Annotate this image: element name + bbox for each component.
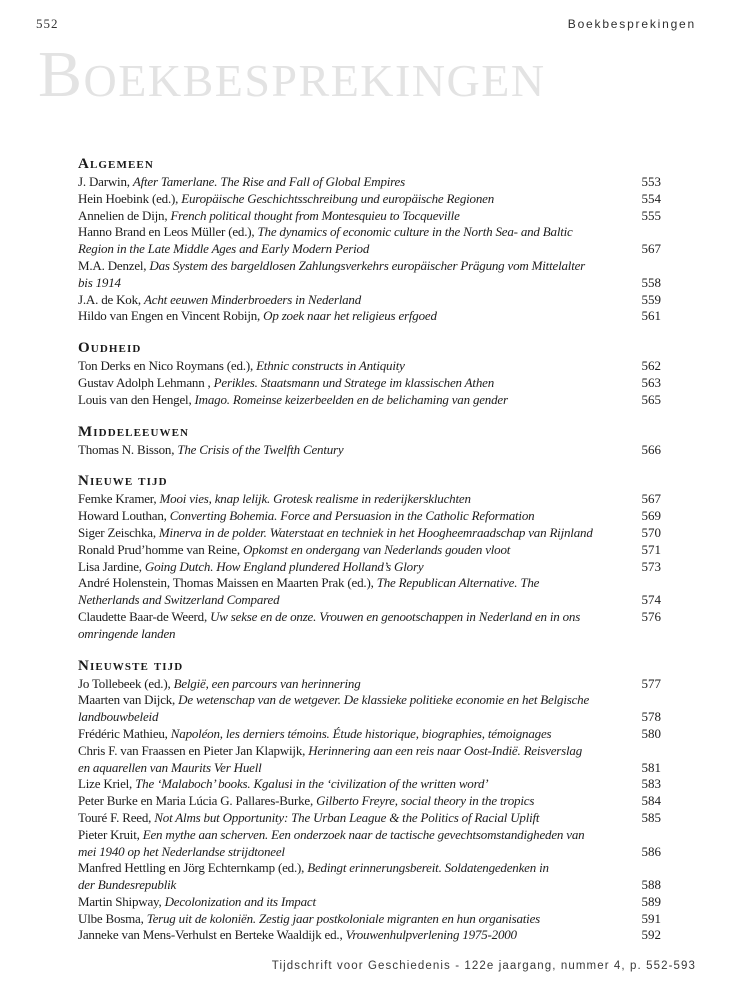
author-segment: Hildo van Engen en Vincent Robijn, bbox=[78, 308, 264, 324]
toc-entry-line bbox=[78, 258, 661, 275]
book-title-segment: De wetenschap van de wetgever. De klassieke politieke economie en het Belgische bbox=[178, 692, 590, 708]
toc-entry-line bbox=[78, 491, 661, 508]
toc-entry-line bbox=[78, 776, 661, 793]
author-segment: Lize Kriel, bbox=[78, 776, 136, 792]
book-title-segment: The dynamics of economic culture in the North Sea- and Baltic bbox=[257, 224, 573, 240]
toc-entry-line bbox=[78, 726, 661, 743]
book-title-segment: The Crisis of the Twelfth Century bbox=[177, 441, 344, 457]
book-title-segment: Imago. Romeinse keizerbeelden en de belichaming van gender bbox=[194, 391, 508, 407]
author-segment: Chris F. van Fraassen en Pieter Jan Klapwijk, bbox=[78, 742, 309, 758]
toc-entry-line bbox=[78, 559, 661, 576]
book-title-segment: Going Dutch. How England plundered Holland’s Glory bbox=[144, 558, 424, 574]
author-segment: Ronald Prud’homme van Reine, bbox=[78, 541, 243, 557]
book-title-segment: Terug uit de koloniën. Zestig jaar postkoloniale migranten en hun organisaties bbox=[146, 910, 541, 926]
page-number: 576 bbox=[641, 608, 661, 624]
entry-text bbox=[78, 911, 540, 926]
toc-section bbox=[78, 156, 661, 325]
toc-entry-line bbox=[78, 760, 661, 777]
entry-text bbox=[78, 844, 285, 859]
toc-entry bbox=[78, 491, 661, 508]
toc-entry-line bbox=[78, 241, 661, 258]
page-number: 589 bbox=[641, 893, 661, 909]
author-segment: Pieter Kruit, bbox=[78, 826, 143, 842]
entry-text bbox=[78, 241, 369, 256]
book-title-segment: Herinnering aan een reis naar Oost-Indië. Reisverslag bbox=[308, 742, 583, 758]
section-heading: Nieuwste tijd bbox=[78, 657, 184, 674]
entry-text bbox=[78, 760, 262, 775]
book-title-segment: der Bundesrepublik bbox=[78, 877, 177, 893]
author-segment: J.A. de Kok, bbox=[78, 291, 145, 307]
book-title-segment: Vrouwenhulpverlening 1975-2000 bbox=[345, 927, 517, 943]
entry-text bbox=[78, 559, 423, 574]
entry-text bbox=[78, 726, 551, 741]
book-title-segment: Not Alms but Opportunity: The Urban League & the Politics of Racial Uplift bbox=[154, 809, 540, 825]
book-title-segment: Ethnic constructs in Antiquity bbox=[256, 358, 405, 374]
entry-text bbox=[78, 258, 585, 273]
page-number: 565 bbox=[641, 391, 661, 407]
book-title-segment: Op zoek naar het religieus erfgoed bbox=[263, 308, 437, 324]
entry-text bbox=[78, 592, 279, 607]
page-number: 566 bbox=[641, 441, 661, 457]
toc-entry bbox=[78, 827, 661, 861]
toc-entry bbox=[78, 258, 661, 292]
page-number: 559 bbox=[641, 291, 661, 307]
page-number: 592 bbox=[641, 927, 661, 943]
author-segment: Hanno Brand en Leos Müller (ed.), bbox=[78, 224, 258, 240]
journal-footer-line: Tijdschrift voor Geschiedenis - 122e jaargang, nummer 4, p. 552-593 bbox=[271, 960, 696, 972]
toc-entry bbox=[78, 191, 661, 208]
book-title-segment: omringende landen bbox=[78, 625, 176, 641]
book-title-segment: Europäische Geschichtsschreibung und europäische Regionen bbox=[181, 190, 495, 206]
page-number: 580 bbox=[641, 725, 661, 741]
toc-entry bbox=[78, 810, 661, 827]
page-number: 558 bbox=[641, 274, 661, 290]
toc-entry bbox=[78, 676, 661, 693]
author-segment: Siger Zeischka, bbox=[78, 524, 159, 540]
page-number: 569 bbox=[641, 508, 661, 524]
toc-entry bbox=[78, 911, 661, 928]
book-title-segment: Perikles. Staatsmann und Stratege im klassischen Athen bbox=[213, 374, 494, 390]
toc-entry bbox=[78, 726, 661, 743]
author-segment: Louis van den Hengel, bbox=[78, 391, 195, 407]
toc-entry bbox=[78, 358, 661, 375]
author-segment: Ulbe Bosma, bbox=[78, 910, 147, 926]
toc-entry bbox=[78, 508, 661, 525]
toc-entry bbox=[78, 776, 661, 793]
author-segment: Jo Tollebeek (ed.), bbox=[78, 675, 174, 691]
section-heading: Algemeen bbox=[78, 156, 154, 172]
toc-entry-line bbox=[78, 224, 661, 241]
book-title-segment: Bedingt erinnerungsbereit. Soldatengedenken in bbox=[307, 860, 549, 876]
toc-entry-line bbox=[78, 525, 661, 542]
toc-entry-line bbox=[78, 208, 661, 225]
entry-text bbox=[78, 877, 176, 892]
entry-text bbox=[78, 358, 405, 373]
page-number: 591 bbox=[641, 910, 661, 926]
toc-entry-line bbox=[78, 810, 661, 827]
toc-entry-line bbox=[78, 793, 661, 810]
entry-text bbox=[78, 191, 494, 206]
author-segment: Lisa Jardine, bbox=[78, 558, 145, 574]
page-number: 555 bbox=[641, 207, 661, 223]
toc-entry bbox=[78, 542, 661, 559]
toc-entry-line bbox=[78, 609, 661, 626]
book-title-segment: Netherlands and Switzerland Compared bbox=[78, 592, 280, 608]
toc-entry bbox=[78, 224, 661, 258]
toc-entry-line bbox=[78, 375, 661, 392]
author-segment: Frédéric Mathieu, bbox=[78, 725, 171, 741]
running-head: Boekbesprekingen bbox=[567, 17, 696, 31]
book-title-segment: After Tamerlane. The Rise and Fall of Global Empires bbox=[132, 174, 405, 189]
book-title-segment: landbouwbeleid bbox=[78, 709, 159, 725]
toc-entry-line bbox=[78, 743, 661, 760]
page-number: 586 bbox=[641, 843, 661, 859]
author-segment: J. Darwin, bbox=[78, 174, 133, 189]
entry-text bbox=[78, 793, 534, 808]
book-title-segment: en aquarellen van Maurits Ver Huell bbox=[78, 759, 262, 775]
toc-entry bbox=[78, 392, 661, 409]
entry-text bbox=[78, 542, 510, 557]
book-title-segment: Gilberto Freyre, social theory in the tropics bbox=[316, 793, 535, 809]
entry-text bbox=[78, 709, 158, 724]
toc-entry bbox=[78, 793, 661, 810]
book-title-segment: Das System des bargeldlosen Zahlungsverkehrs europäischer Prägung vom Mittelalter bbox=[149, 257, 586, 273]
author-segment: Femke Kramer, bbox=[78, 491, 160, 507]
author-segment: Peter Burke en Maria Lúcia G. Pallares-Burke, bbox=[78, 793, 317, 809]
page-number: 574 bbox=[641, 592, 661, 608]
toc-section bbox=[78, 340, 661, 408]
book-title-segment: mei 1940 op het Nederlandse strijdtoneel bbox=[78, 843, 285, 859]
toc-section bbox=[78, 473, 661, 642]
book-title-segment: Opkomst en ondergang van Nederlands gouden vloot bbox=[242, 541, 511, 557]
toc-entry bbox=[78, 609, 661, 643]
book-title-segment: Minerva in de polder. Waterstaat en techniek in het Hoogheemraadschap van Rijnland bbox=[158, 524, 593, 540]
toc-entry bbox=[78, 894, 661, 911]
toc-entry bbox=[78, 208, 661, 225]
toc-entry-line bbox=[78, 894, 661, 911]
toc-entry-line bbox=[78, 709, 661, 726]
toc-entry bbox=[78, 860, 661, 894]
page-number: 588 bbox=[641, 877, 661, 893]
entry-text bbox=[78, 275, 121, 290]
entry-text bbox=[78, 860, 549, 875]
page-number: 573 bbox=[641, 558, 661, 574]
toc-entry-line bbox=[78, 292, 661, 309]
page-number: 562 bbox=[641, 358, 661, 374]
entry-text bbox=[78, 525, 593, 540]
toc-entry bbox=[78, 174, 661, 191]
page-number: 554 bbox=[641, 190, 661, 206]
entry-text bbox=[78, 626, 175, 641]
author-segment: Gustav Adolph Lehmann , bbox=[78, 374, 214, 390]
page-number: 571 bbox=[641, 541, 661, 557]
page-title-watermark: Boekbesprekingen bbox=[38, 38, 546, 111]
toc-entry-line bbox=[78, 442, 661, 459]
entry-text bbox=[78, 174, 405, 189]
toc-entry-line bbox=[78, 392, 661, 409]
page-number: 553 bbox=[641, 174, 661, 189]
page-number: 585 bbox=[641, 809, 661, 825]
book-title-segment: The ‘Malaboch’ books. Kgalusi in the ‘civilization of the written word’ bbox=[135, 776, 489, 792]
book-title-segment: Napoléon, les derniers témoins. Étude historique, biographies, témoignages bbox=[170, 725, 552, 741]
page-number: 567 bbox=[641, 241, 661, 257]
entry-text bbox=[78, 392, 508, 407]
toc-entry-line bbox=[78, 844, 661, 861]
book-title-segment: Region in the Late Middle Ages and Early Modern Period bbox=[78, 241, 370, 257]
entry-text bbox=[78, 894, 316, 909]
section-heading: Nieuwe tijd bbox=[78, 473, 168, 490]
page-number: 570 bbox=[641, 524, 661, 540]
author-segment: Annelien de Dijn, bbox=[78, 207, 171, 223]
book-title-segment: French political thought from Montesquieu to Tocqueville bbox=[170, 207, 460, 223]
toc-entry bbox=[78, 743, 661, 777]
toc-entry-line bbox=[78, 827, 661, 844]
author-segment: Touré F. Reed, bbox=[78, 809, 155, 825]
toc-entry bbox=[78, 692, 661, 726]
entry-text bbox=[78, 208, 460, 223]
entry-text bbox=[78, 676, 361, 691]
entry-text bbox=[78, 308, 437, 323]
toc-entry-line bbox=[78, 626, 661, 643]
entry-text bbox=[78, 827, 584, 842]
toc-entry-line bbox=[78, 358, 661, 375]
entry-text bbox=[78, 743, 582, 758]
book-title-segment: Converting Bohemia. Force and Persuasion in the Catholic Reformation bbox=[169, 508, 535, 524]
entry-text bbox=[78, 375, 494, 390]
author-segment: Ton Derks en Nico Roymans (ed.), bbox=[78, 358, 257, 374]
toc-entry-line bbox=[78, 275, 661, 292]
toc-entry bbox=[78, 375, 661, 392]
toc-entry-line bbox=[78, 692, 661, 709]
author-segment: Manfred Hettling en Jörg Echternkamp (ed.), bbox=[78, 860, 308, 876]
toc-entry-line bbox=[78, 927, 661, 944]
entry-text bbox=[78, 692, 589, 707]
entry-text bbox=[78, 508, 534, 523]
page-number: 561 bbox=[641, 308, 661, 324]
toc-entry-line bbox=[78, 575, 661, 592]
entry-text bbox=[78, 609, 580, 624]
page-number: 583 bbox=[641, 776, 661, 792]
toc-section bbox=[78, 658, 661, 945]
author-segment: Claudette Baar-de Weerd, bbox=[78, 608, 211, 624]
page-number: 567 bbox=[641, 491, 661, 507]
book-title-segment: Decolonization and its Impact bbox=[164, 893, 316, 909]
entry-text bbox=[78, 927, 517, 942]
author-segment: M.A. Denzel, bbox=[78, 257, 150, 273]
book-title-segment: Een mythe aan scherven. Een onderzoek naar de tactische gevechtsomstandigheden van bbox=[142, 826, 585, 842]
toc-entry-line bbox=[78, 174, 661, 191]
author-segment: Hein Hoebink (ed.), bbox=[78, 190, 182, 206]
page-number: 578 bbox=[641, 709, 661, 725]
page-number: 577 bbox=[641, 675, 661, 691]
toc-entry bbox=[78, 308, 661, 325]
book-title-segment: bis 1914 bbox=[78, 274, 121, 290]
toc-entry-line bbox=[78, 542, 661, 559]
entry-text bbox=[78, 442, 343, 457]
book-title-segment: Uw sekse en de onze. Vrouwen en genootschappen in Nederland en in ons bbox=[210, 608, 581, 624]
toc-section bbox=[78, 424, 661, 459]
book-title-segment: The Republican Alternative. The bbox=[376, 575, 540, 591]
toc-entry bbox=[78, 442, 661, 459]
toc-entry bbox=[78, 559, 661, 576]
toc-entry-line bbox=[78, 508, 661, 525]
toc-entry bbox=[78, 927, 661, 944]
toc-entry-line bbox=[78, 911, 661, 928]
entry-text bbox=[78, 491, 471, 506]
toc-entry bbox=[78, 525, 661, 542]
entry-text bbox=[78, 776, 488, 791]
author-segment: Thomas N. Bisson, bbox=[78, 441, 178, 457]
author-segment: Maarten van Dijck, bbox=[78, 692, 179, 708]
author-segment: Howard Louthan, bbox=[78, 508, 170, 524]
page-number: 584 bbox=[641, 793, 661, 809]
author-segment: André Holenstein, Thomas Maissen en Maarten Prak (ed.), bbox=[78, 575, 377, 591]
entry-text bbox=[78, 292, 361, 307]
toc-entry-line bbox=[78, 592, 661, 609]
author-segment: Martin Shipway, bbox=[78, 893, 165, 909]
entry-text bbox=[78, 224, 573, 239]
toc-entry-line bbox=[78, 877, 661, 894]
book-title-segment: Acht eeuwen Minderbroeders in Nederland bbox=[144, 291, 362, 307]
toc-entry-line bbox=[78, 676, 661, 693]
page-number: 581 bbox=[641, 759, 661, 775]
folio-number: 552 bbox=[36, 16, 59, 31]
page-number: 563 bbox=[641, 374, 661, 390]
toc-entry bbox=[78, 292, 661, 309]
toc-entry-line bbox=[78, 191, 661, 208]
book-title-segment: België, een parcours van herinnering bbox=[173, 675, 361, 691]
toc-entry-line bbox=[78, 860, 661, 877]
entry-text bbox=[78, 575, 539, 590]
section-heading: Oudheid bbox=[78, 340, 142, 357]
section-heading: Middeleeuwen bbox=[78, 423, 190, 440]
toc-entry-line bbox=[78, 308, 661, 325]
book-title-segment: Mooi vies, knap lelijk. Grotesk realisme in rederijkerskluchten bbox=[159, 491, 471, 507]
author-segment: Janneke van Mens-Verhulst en Berteke Waaldijk ed., bbox=[78, 927, 346, 943]
entry-text bbox=[78, 810, 539, 825]
table-of-contents bbox=[78, 156, 661, 944]
toc-entry bbox=[78, 575, 661, 609]
